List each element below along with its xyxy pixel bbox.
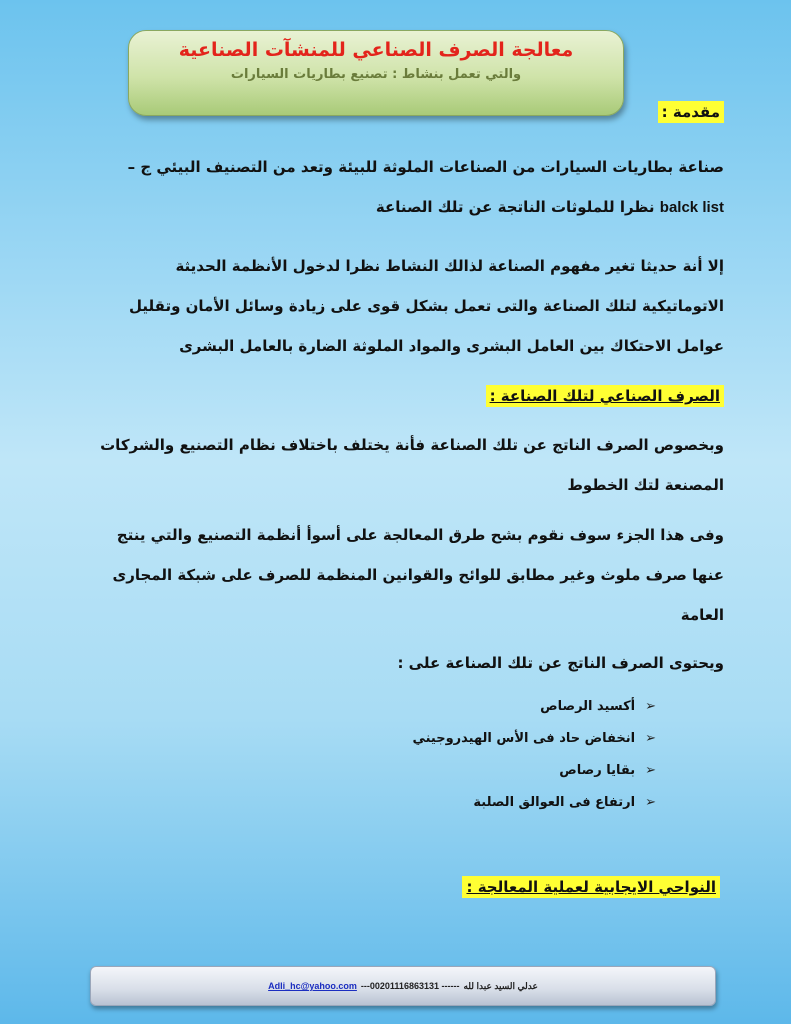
page-footer: [90, 966, 716, 1006]
list-item: ➢انخفاض حاد فى الأس الهيدروجيني: [90, 723, 656, 755]
intro-paragraph-1: [90, 147, 724, 228]
intro-p1-end: نظرا للملوثات الناتجة عن تلك الصناعة: [375, 198, 655, 216]
intro-paragraph-2: إلا أنة حديثا تغير مفهوم الصناعة لذالك النشاط نظرا لدخول الأنظمة الحديثة الاتوماتيكية لتلك الصناعة والتى تعمل بشكل قوى على زيادة وسائل الأمان وتقليل عوامل الاحتكاك بين العامل البشرى والمواد الملوثة الضارة بالعامل البشرى: [129, 257, 724, 355]
arrow-bullet-icon: ➢: [645, 699, 656, 714]
list-item: ➢بقايا رصاص: [90, 755, 656, 787]
arrow-bullet-icon: ➢: [645, 731, 656, 746]
document-subtitle: والتي تعمل بنشاط : تصنيع بطاريات السيارات: [230, 67, 522, 82]
intro-p1-latin: balck list: [659, 199, 724, 216]
footer-phone: ---00201116863131 ------: [360, 981, 460, 991]
section2-paragraph-1: وبخصوص الصرف الناتج عن تلك الصناعة فأنة يختلف باختلاف نظام التصنيع والشركات المصنعة لتك الخطوط: [100, 436, 724, 494]
section2-heading: الصرف الصناعي لتلك الصناعة :: [486, 385, 724, 407]
document-body: [90, 92, 724, 896]
section3-heading: النواحي الايجابية لعملية المعالجة :: [462, 876, 720, 898]
footer-email-link[interactable]: Adli_hc@yahoo.com: [268, 981, 357, 991]
document-title: معالجة الصرف الصناعي للمنشآت الصناعية: [178, 39, 574, 61]
arrow-bullet-icon: ➢: [645, 763, 656, 778]
list-item: ➢أكسيد الرصاص: [90, 691, 656, 723]
intro-p1-start: صناعة بطاريات السيارات من الصناعات الملوثة للبيئة وتعد من التصنيف البيئي ج –: [127, 158, 724, 176]
footer-author: عدلي السيد عبدا لله: [463, 980, 538, 991]
section2-paragraph-2: وفى هذا الجزء سوف نقوم بشح طرق المعالجة على أسوأ أنظمة التصنيع والتي ينتج عنها صرف ملوث وغير مطابق للوائح والقوانين المنظمة للصرف على شبكة المجارى العامة: [112, 526, 724, 624]
arrow-bullet-icon: ➢: [645, 795, 656, 810]
contaminants-list: [90, 691, 724, 819]
section2-paragraph-3: ويحتوى الصرف الناتج عن تلك الصناعة على :: [397, 654, 724, 672]
intro-heading: مقدمة :: [658, 101, 724, 123]
list-item: ➢ارتفاع فى العوالق الصلبة: [90, 787, 656, 819]
